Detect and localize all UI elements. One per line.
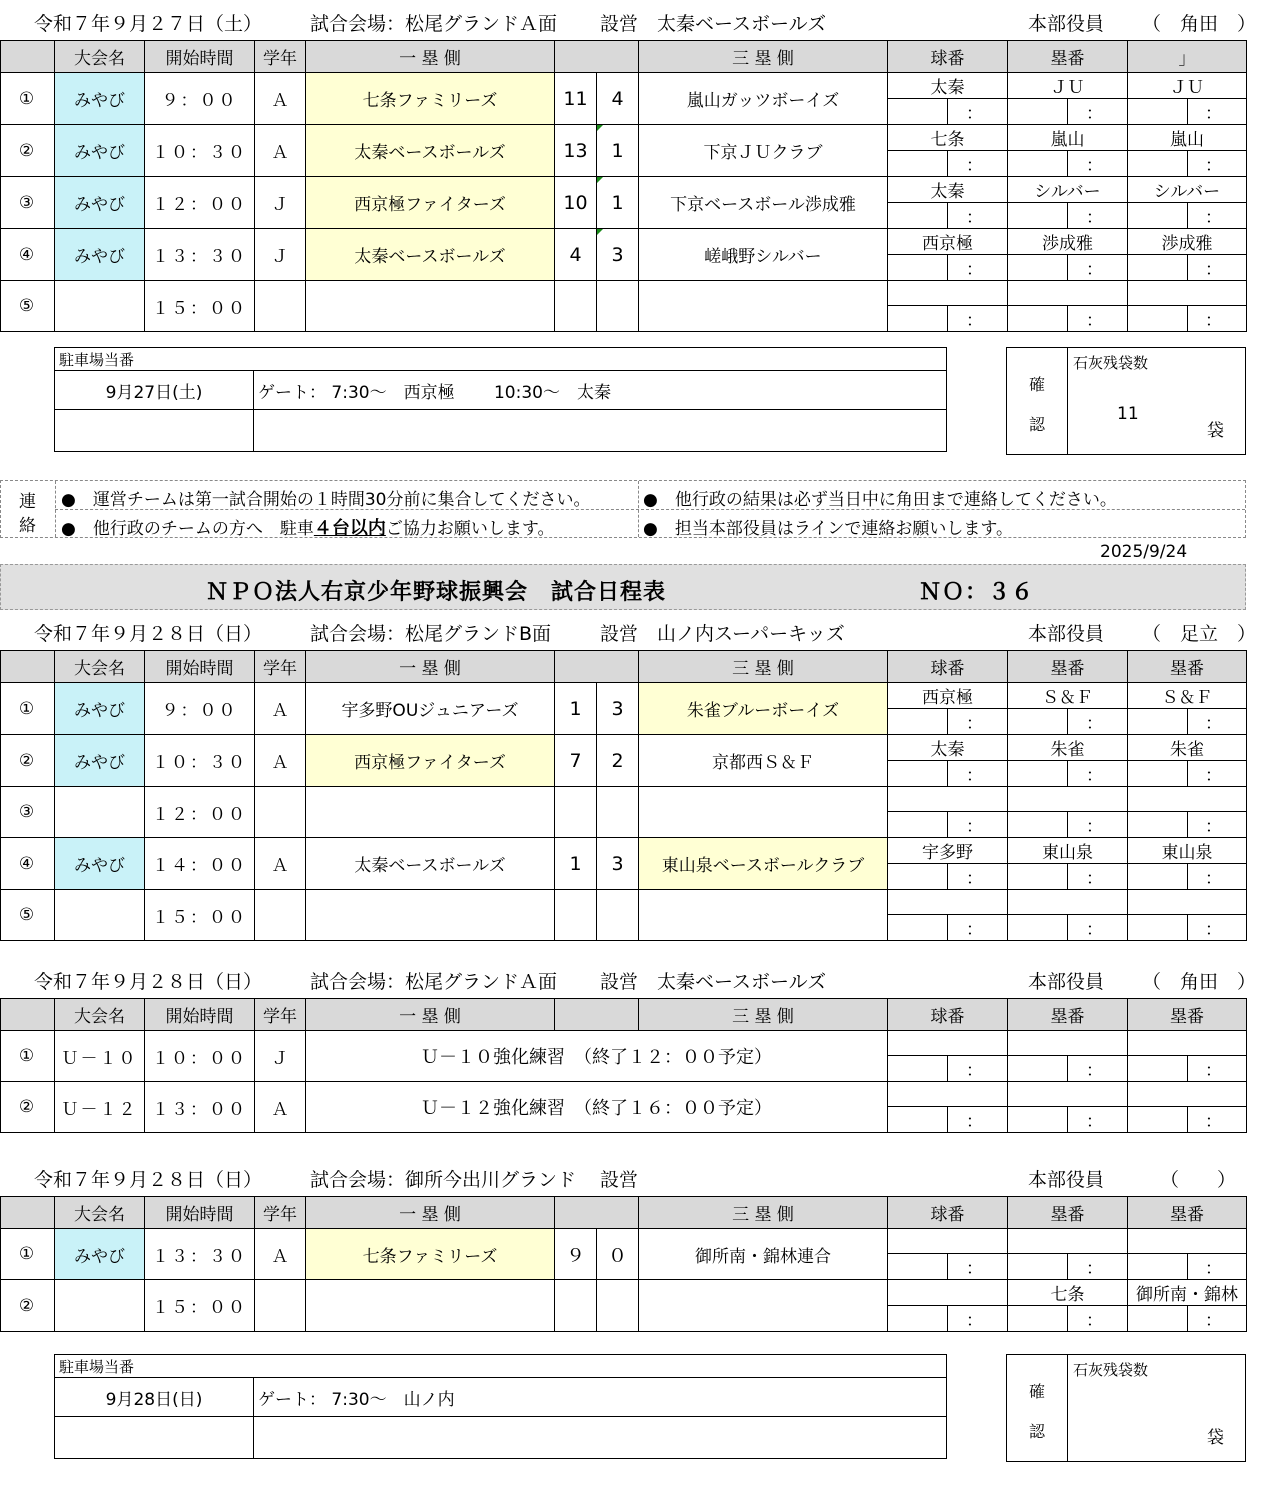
- lime-count: 11: [1117, 404, 1139, 424]
- colon-mark: ：: [948, 1107, 1008, 1133]
- header-base1: 塁番: [1008, 1197, 1128, 1229]
- colon-mark: ：: [1188, 1306, 1247, 1332]
- game-number: ①: [1, 1031, 55, 1082]
- third-score: [597, 1280, 639, 1332]
- start-time: １０：３０: [145, 735, 255, 787]
- sec3-schedule-table: [0, 998, 1247, 1133]
- header-score: [555, 999, 639, 1031]
- umpire-ball: [888, 1280, 1008, 1306]
- sec4-schedule-table: [0, 1196, 1247, 1332]
- header-grade: 学年: [255, 999, 306, 1031]
- tournament-name: [55, 890, 145, 941]
- third-score: 3: [597, 229, 639, 281]
- third-base-team: 京都西Ｓ＆Ｆ: [639, 735, 888, 787]
- sec3-official: （ 角田 ）: [1142, 971, 1257, 993]
- first-score: ９: [555, 1229, 597, 1280]
- start-time: １３：３０: [145, 1229, 255, 1280]
- umpire-base1: シルバー: [1008, 177, 1128, 203]
- score-marker-icon: [597, 229, 603, 235]
- lime-confirm-1: 確: [1029, 1382, 1046, 1401]
- colon-mark: ：: [1068, 1107, 1128, 1133]
- first-score: 11: [555, 73, 597, 125]
- colon-mark: ：: [1068, 812, 1128, 838]
- third-score: [597, 787, 639, 838]
- colon-mark: ：: [1188, 812, 1247, 838]
- first-score: [555, 890, 597, 941]
- start-time: ９：００: [145, 683, 255, 735]
- grade: Ｊ: [255, 229, 306, 281]
- sec2-setup: 設営 山ノ内スーパーキッズ: [600, 623, 845, 645]
- first-score: [555, 281, 597, 332]
- header-base1: 塁番: [1008, 999, 1128, 1031]
- third-base-team: [639, 1280, 888, 1332]
- colon-mark: ：: [1188, 1107, 1247, 1133]
- header-time: 開始時間: [145, 651, 255, 683]
- header-third: 三 塁 側: [639, 651, 888, 683]
- colon-mark: ：: [1188, 1254, 1247, 1280]
- umpire-base1: Ｓ＆Ｆ: [1008, 683, 1128, 709]
- start-time: １４：００: [145, 838, 255, 890]
- sec1-venue: 試合会場：松尾グランドＡ面: [310, 13, 558, 35]
- umpire-ball: [888, 890, 1008, 915]
- colon-mark: ：: [1188, 864, 1247, 890]
- third-base-team: 下京ベースボール渉成雅: [639, 177, 888, 229]
- first-score: 10: [555, 177, 597, 229]
- sec3-venue: 試合会場：松尾グランドＡ面: [310, 971, 558, 993]
- umpire-base1: [1008, 281, 1128, 306]
- umpire-ball: 西京極: [888, 683, 1008, 709]
- game-number: ④: [1, 838, 55, 890]
- grade: Ａ: [255, 1082, 306, 1133]
- parking-header: 駐車場当番: [55, 1355, 947, 1378]
- sec4-venue: 試合会場：御所今出川グランド: [310, 1169, 577, 1191]
- header-ball: 球番: [888, 1197, 1008, 1229]
- lime-title: 石灰残袋数: [1073, 354, 1149, 372]
- colon-mark: ：: [948, 306, 1008, 332]
- colon-mark: ：: [1188, 255, 1247, 281]
- umpire-ball: [888, 1229, 1008, 1254]
- header-ball: 球番: [888, 41, 1008, 73]
- colon-mark: ：: [948, 812, 1008, 838]
- header-first: 一 塁 側: [306, 41, 555, 73]
- header-taikai: 大会名: [55, 1197, 145, 1229]
- colon-mark: ：: [1188, 915, 1247, 941]
- umpire-base1: [1008, 1229, 1128, 1254]
- header-grade: 学年: [255, 651, 306, 683]
- tournament-name: みやび: [55, 125, 145, 177]
- contact-item-2: ● 他行政の結果は必ず当日中に角田まで連絡してください。: [643, 490, 1117, 510]
- contact-emphasis: ４台以内: [313, 518, 386, 539]
- header-taikai: 大会名: [55, 41, 145, 73]
- umpire-base2: 嵐山: [1128, 125, 1247, 151]
- umpire-ball: 太秦: [888, 73, 1008, 99]
- sec2-venue: 試合会場：松尾グランドB面: [310, 623, 552, 645]
- lime-unit: 袋: [1207, 421, 1224, 441]
- practice-description: Ｕ－１０強化練習 （終了１２：００予定）: [306, 1031, 888, 1082]
- header-base2: 」: [1128, 41, 1247, 73]
- game-number: ⑤: [1, 890, 55, 941]
- contact-item-3: ● 他行政のチームの方へ 駐車４台以内ご協力お願いします。: [61, 518, 555, 539]
- third-score: ０: [597, 1229, 639, 1280]
- colon-mark: ：: [1188, 306, 1247, 332]
- game-number: ②: [1, 735, 55, 787]
- sec1-date: 令和７年９月２７日（土）: [34, 13, 263, 35]
- lime-confirm-1: 確: [1029, 375, 1046, 394]
- game-number: ④: [1, 229, 55, 281]
- parking-date: 9月28日(日): [55, 1378, 254, 1417]
- first-base-team: [306, 281, 555, 332]
- grade: Ａ: [255, 683, 306, 735]
- colon-mark: ：: [1068, 306, 1128, 332]
- game-number: ②: [1, 1082, 55, 1133]
- sec2-official: （ 足立 ）: [1142, 623, 1257, 645]
- third-base-team: 朱雀ブルーボーイズ: [639, 683, 888, 735]
- colon-mark: ：: [1188, 151, 1247, 177]
- sec1-parking-table: [54, 347, 947, 452]
- grade: [255, 787, 306, 838]
- contact-label-2: 絡: [19, 516, 36, 536]
- umpire-base2: 渉成雅: [1128, 229, 1247, 255]
- header-third: 三 塁 側: [639, 1197, 888, 1229]
- sec1-setup: 設営 太秦ベースボールズ: [600, 13, 827, 35]
- tournament-name: [55, 281, 145, 332]
- contact-label-1: 連: [19, 492, 36, 512]
- tournament-name: みやび: [55, 73, 145, 125]
- first-base-team: 太秦ベースボールズ: [306, 229, 555, 281]
- umpire-base2: 東山泉: [1128, 838, 1247, 864]
- umpire-base1: [1008, 787, 1128, 812]
- game-number: ⑤: [1, 281, 55, 332]
- umpire-ball: 太秦: [888, 177, 1008, 203]
- third-score: 1: [597, 125, 639, 177]
- colon-mark: ：: [1068, 864, 1128, 890]
- bullet-icon: ●: [61, 519, 76, 539]
- first-score: [555, 1280, 597, 1332]
- header-no: [1, 651, 55, 683]
- third-score: 3: [597, 838, 639, 890]
- sec4-parking-table: [54, 1354, 947, 1459]
- colon-mark: ：: [1068, 1056, 1128, 1082]
- colon-mark: ：: [1068, 761, 1128, 787]
- colon-mark: ：: [1068, 1254, 1128, 1280]
- game-number: ①: [1, 1229, 55, 1280]
- third-base-team: [639, 787, 888, 838]
- umpire-ball: 七条: [888, 125, 1008, 151]
- tournament-name: [55, 787, 145, 838]
- header-base2: 塁番: [1128, 1197, 1247, 1229]
- contact-item-1: ● 運営チームは第一試合開始の１時間30分前に集合してください。: [61, 490, 591, 510]
- start-time: １２：００: [145, 177, 255, 229]
- colon-mark: ：: [948, 203, 1008, 229]
- bullet-icon: ●: [643, 519, 658, 539]
- contact-box: [0, 480, 1246, 538]
- grade: Ａ: [255, 735, 306, 787]
- first-base-team: [306, 787, 555, 838]
- third-score: 1: [597, 177, 639, 229]
- colon-mark: ：: [948, 99, 1008, 125]
- tournament-name: みやび: [55, 735, 145, 787]
- score-marker-icon: [597, 177, 603, 183]
- umpire-base2: Ｓ＆Ｆ: [1128, 683, 1247, 709]
- first-score: 1: [555, 683, 597, 735]
- first-base-team: 西京極ファイターズ: [306, 177, 555, 229]
- title-band: [0, 564, 1246, 610]
- start-time: １５：００: [145, 890, 255, 941]
- first-base-team: 宇多野OUジュニアーズ: [306, 683, 555, 735]
- colon-mark: ：: [1068, 255, 1128, 281]
- start-time: １３：００: [145, 1082, 255, 1133]
- umpire-base1: 七条: [1008, 1280, 1128, 1306]
- game-number: ①: [1, 683, 55, 735]
- start-time: １２：００: [145, 787, 255, 838]
- third-score: 3: [597, 683, 639, 735]
- first-base-team: 太秦ベースボールズ: [306, 838, 555, 890]
- umpire-base2: [1128, 1229, 1247, 1254]
- colon-mark: ：: [948, 1306, 1008, 1332]
- tournament-name: みやび: [55, 177, 145, 229]
- practice-description: Ｕ－１２強化練習 （終了１６：００予定）: [306, 1082, 888, 1133]
- tournament-name: みやび: [55, 1229, 145, 1280]
- third-base-team: 御所南・錦林連合: [639, 1229, 888, 1280]
- sec4-date: 令和７年９月２８日（日）: [34, 1169, 263, 1191]
- umpire-base2: [1128, 890, 1247, 915]
- bullet-icon: ●: [643, 490, 658, 510]
- grade: Ａ: [255, 838, 306, 890]
- parking-text: ゲート： 7:30～ 山ノ内: [254, 1378, 947, 1417]
- sec4-setup: 設営: [600, 1169, 639, 1191]
- third-score: [597, 890, 639, 941]
- header-ball: 球番: [888, 651, 1008, 683]
- lime-confirm-2: 認: [1029, 1422, 1046, 1441]
- start-time: １０：３０: [145, 125, 255, 177]
- contact-item-4: ● 担当本部役員はラインで連絡お願いします。: [643, 519, 1013, 539]
- colon-mark: ：: [948, 761, 1008, 787]
- third-base-team: 嵯峨野シルバー: [639, 229, 888, 281]
- parking-header: 駐車場当番: [55, 348, 947, 371]
- header-base1: 塁番: [1008, 651, 1128, 683]
- header-ball: 球番: [888, 999, 1008, 1031]
- umpire-ball: 西京極: [888, 229, 1008, 255]
- umpire-ball: 宇多野: [888, 838, 1008, 864]
- umpire-base1: 東山泉: [1008, 838, 1128, 864]
- parking-date: 9月27日(土): [55, 371, 254, 410]
- document-title: ＮＰＯ法人右京少年野球振興会 試合日程表: [206, 580, 667, 605]
- third-score: 2: [597, 735, 639, 787]
- umpire-base2: 御所南・錦林: [1128, 1280, 1247, 1306]
- header-first: 一 塁 側: [306, 651, 555, 683]
- header-time: 開始時間: [145, 999, 255, 1031]
- start-time: ９：００: [145, 73, 255, 125]
- third-base-team: [639, 890, 888, 941]
- grade: Ａ: [255, 1229, 306, 1280]
- umpire-ball: 太秦: [888, 735, 1008, 761]
- colon-mark: ：: [948, 255, 1008, 281]
- umpire-base1: [1008, 890, 1128, 915]
- sec4-lime-box: [1006, 1354, 1246, 1462]
- colon-mark: ：: [948, 1254, 1008, 1280]
- grade: Ａ: [255, 73, 306, 125]
- header-third: 三 塁 側: [639, 999, 888, 1031]
- sec2-schedule-table: [0, 650, 1247, 941]
- header-time: 開始時間: [145, 41, 255, 73]
- grade: [255, 281, 306, 332]
- umpire-base1: 朱雀: [1008, 735, 1128, 761]
- colon-mark: ：: [1068, 151, 1128, 177]
- header-score: [555, 41, 639, 73]
- colon-mark: ：: [948, 864, 1008, 890]
- colon-mark: ：: [1068, 1306, 1128, 1332]
- umpire-base2: 朱雀: [1128, 735, 1247, 761]
- umpire-ball: [888, 787, 1008, 812]
- umpire-base2: [1128, 787, 1247, 812]
- sec2-official-label: 本部役員: [1028, 623, 1105, 645]
- sec4-official: （ ）: [1160, 1169, 1237, 1191]
- third-score: 4: [597, 73, 639, 125]
- header-grade: 学年: [255, 1197, 306, 1229]
- sec3-date: 令和７年９月２８日（日）: [34, 971, 263, 993]
- score-marker-icon: [597, 125, 603, 131]
- grade: [255, 890, 306, 941]
- header-taikai: 大会名: [55, 651, 145, 683]
- sec1-official-label: 本部役員: [1028, 13, 1105, 35]
- grade: Ｊ: [255, 1031, 306, 1082]
- header-score: [555, 1197, 639, 1229]
- header-first: 一 塁 側: [306, 1197, 555, 1229]
- sec2-date: 令和７年９月２８日（日）: [34, 623, 263, 645]
- grade: [255, 1280, 306, 1332]
- colon-mark: ：: [948, 1056, 1008, 1082]
- sec4-official-label: 本部役員: [1028, 1169, 1105, 1191]
- third-base-team: [639, 281, 888, 332]
- colon-mark: ：: [1068, 203, 1128, 229]
- header-base2: 塁番: [1128, 651, 1247, 683]
- start-time: １５：００: [145, 1280, 255, 1332]
- colon-mark: ：: [1188, 1056, 1247, 1082]
- grade: Ａ: [255, 125, 306, 177]
- header-time: 開始時間: [145, 1197, 255, 1229]
- umpire-ball: [888, 281, 1008, 306]
- first-base-team: 七条ファミリーズ: [306, 73, 555, 125]
- first-base-team: 太秦ベースボールズ: [306, 125, 555, 177]
- colon-mark: ：: [1068, 709, 1128, 735]
- colon-mark: ：: [948, 915, 1008, 941]
- header-base2: 塁番: [1128, 999, 1247, 1031]
- game-number: ①: [1, 73, 55, 125]
- first-base-team: [306, 890, 555, 941]
- game-number: ②: [1, 125, 55, 177]
- document-number: ＮＯ：３６: [919, 580, 1035, 605]
- third-base-team: 下京ＪＵクラブ: [639, 125, 888, 177]
- colon-mark: ：: [1188, 709, 1247, 735]
- sec1-schedule-table: [0, 40, 1247, 332]
- first-score: [555, 787, 597, 838]
- colon-mark: ：: [1188, 203, 1247, 229]
- bullet-icon: ●: [61, 490, 76, 510]
- first-base-team: [306, 1280, 555, 1332]
- umpire-base1: ＪＵ: [1008, 73, 1128, 99]
- tournament-name: Ｕ－１２: [55, 1082, 145, 1133]
- header-grade: 学年: [255, 41, 306, 73]
- colon-mark: ：: [948, 151, 1008, 177]
- sec1-lime-box: [1006, 347, 1246, 455]
- lime-confirm-2: 認: [1029, 415, 1046, 434]
- umpire-base2: シルバー: [1128, 177, 1247, 203]
- first-score: 4: [555, 229, 597, 281]
- header-score: [555, 651, 639, 683]
- colon-mark: ：: [1188, 99, 1247, 125]
- header-first: 一 塁 側: [306, 999, 555, 1031]
- tournament-name: Ｕ－１０: [55, 1031, 145, 1082]
- game-number: ③: [1, 177, 55, 229]
- header-taikai: 大会名: [55, 999, 145, 1031]
- tournament-name: [55, 1280, 145, 1332]
- parking-text: ゲート： 7:30～ 西京極 10:30～ 太秦: [254, 371, 947, 410]
- lime-unit: 袋: [1207, 1428, 1224, 1448]
- sec1-official: （ 角田 ）: [1142, 13, 1257, 35]
- issue-date: 2025/9/24: [1100, 542, 1188, 562]
- colon-mark: ：: [948, 709, 1008, 735]
- header-no: [1, 41, 55, 73]
- first-score: 1: [555, 838, 597, 890]
- first-base-team: 七条ファミリーズ: [306, 1229, 555, 1280]
- colon-mark: ：: [1188, 761, 1247, 787]
- umpire-base2: [1128, 281, 1247, 306]
- umpire-base1: 渉成雅: [1008, 229, 1128, 255]
- header-third: 三 塁 側: [639, 41, 888, 73]
- colon-mark: ：: [1068, 99, 1128, 125]
- game-number: ③: [1, 787, 55, 838]
- umpire-base2: ＪＵ: [1128, 73, 1247, 99]
- header-base1: 塁番: [1008, 41, 1128, 73]
- first-score: 7: [555, 735, 597, 787]
- third-score: [597, 281, 639, 332]
- tournament-name: みやび: [55, 838, 145, 890]
- first-base-team: 西京極ファイターズ: [306, 735, 555, 787]
- game-number: ②: [1, 1280, 55, 1332]
- start-time: １５：００: [145, 281, 255, 332]
- tournament-name: みやび: [55, 229, 145, 281]
- third-base-team: 東山泉ベースボールクラブ: [639, 838, 888, 890]
- start-time: １３：３０: [145, 229, 255, 281]
- third-base-team: 嵐山ガッツボーイズ: [639, 73, 888, 125]
- lime-title: 石灰残袋数: [1073, 1361, 1149, 1379]
- header-no: [1, 999, 55, 1031]
- sec3-setup: 設営 太秦ベースボールズ: [600, 971, 827, 993]
- start-time: １０：００: [145, 1031, 255, 1082]
- sec3-official-label: 本部役員: [1028, 971, 1105, 993]
- tournament-name: みやび: [55, 683, 145, 735]
- grade: Ｊ: [255, 177, 306, 229]
- umpire-base1: 嵐山: [1008, 125, 1128, 151]
- colon-mark: ：: [1068, 915, 1128, 941]
- first-score: 13: [555, 125, 597, 177]
- header-no: [1, 1197, 55, 1229]
